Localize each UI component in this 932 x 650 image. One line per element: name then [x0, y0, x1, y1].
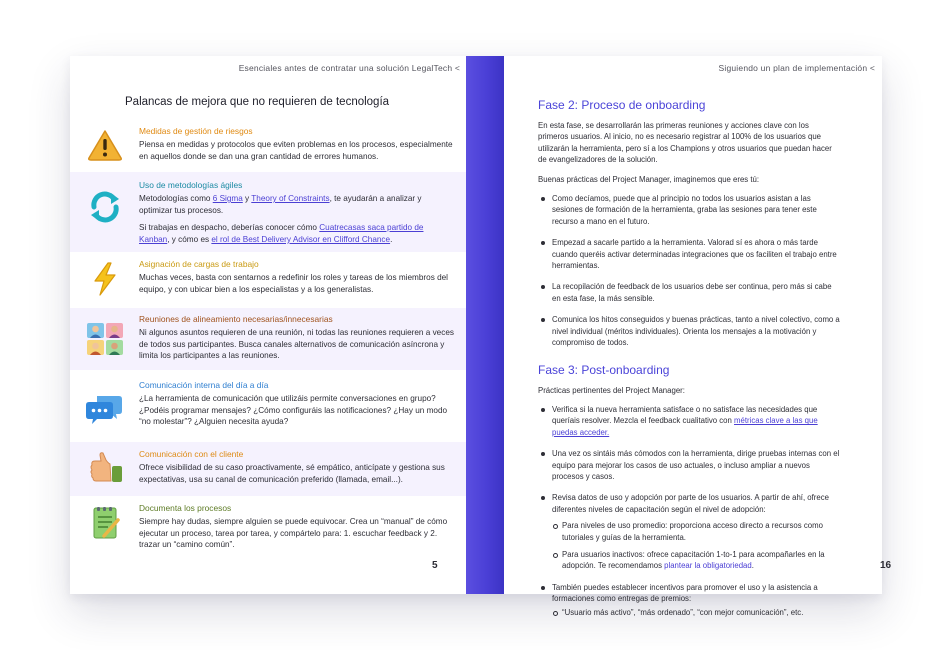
- lever-item-internal-comms: [70, 370, 466, 442]
- phase2-lead: Buenas prácticas del Project Manager, imaginemos que eres tú:: [538, 174, 760, 184]
- lever-heading: Uso de metodologías ágiles: [139, 180, 243, 190]
- right-page-number: 16: [880, 560, 892, 571]
- lever-text: [139, 193, 454, 216]
- lever-text: Ofrece visibilidad de su caso proactivamente, sé empático, anticípate y gestiona sus expectativas, usa su canal de comunicación preferido (llamada, email...).: [139, 463, 445, 484]
- text-fragment: Verifica si la nueva herramienta satisface o no satisface las necesidades que queríais resolver. Mezcla el feedback cualitativo con: [552, 404, 818, 426]
- phase3-list: [538, 404, 840, 618]
- lever-text: Muchas veces, basta con sentarnos a redefinir los roles y tareas de los miembros del equipo, y con ubicar bien a los especialistas y a los generalistas.: [139, 273, 448, 294]
- list-item: Como decíamos, puede que al principio no todos los usuarios asistan a las sesiones de formación de la herramienta, graba las sesiones para tener este recurso a mano en el futuro.: [538, 193, 840, 227]
- lever-text: Siempre hay dudas, siempre alguien se puede equivocar. Crea un “manual” de cómo ejecutar un proceso, tarea por tarea, y compártelo para: 1. escuchar feedback y 2. trazar un “camino común”.: [139, 517, 448, 550]
- thumbs-up-icon: [86, 451, 124, 485]
- video-call-icon: [86, 322, 124, 356]
- lightning-icon: [86, 262, 124, 296]
- lever-heading: Medidas de gestión de riesgos: [139, 126, 253, 136]
- right-running-head: Siguiendo un plan de implementación <: [718, 63, 875, 73]
- right-page-body: [538, 98, 840, 626]
- warning-icon: [86, 128, 124, 162]
- notepad-icon: [86, 506, 124, 540]
- book-spine: [466, 56, 504, 594]
- left-page: [70, 56, 466, 594]
- link-6-sigma[interactable]: 6 Sigma: [212, 194, 243, 203]
- lever-item-risk: [70, 120, 466, 172]
- sub-list-item: “Usuario más activo”, “más ordenado”, “con mejor comunicación”, etc.: [552, 607, 840, 618]
- sub-list: [552, 607, 840, 618]
- phase2-heading: Fase 2: Proceso de onboarding: [538, 98, 706, 112]
- lever-heading: Documenta los procesos: [139, 503, 232, 513]
- link-key-metrics[interactable]: métricas clave a las que puedas acceder.: [552, 416, 818, 437]
- sub-list-item: [552, 549, 840, 572]
- lever-item-client-comms: [70, 442, 466, 496]
- list-item: [538, 404, 840, 438]
- text-fragment: y: [242, 194, 252, 203]
- lever-heading: Asignación de cargas de trabajo: [139, 259, 259, 269]
- lever-heading: Comunicación interna del día a día: [139, 380, 269, 390]
- lever-item-document: [70, 496, 466, 566]
- list-item: Una vez os sintáis más cómodos con la herramienta, dirige pruebas internas con el equipo para mejorar los casos de uso actuales, o incluso ampliar a nuevos procesos y casos.: [538, 448, 840, 482]
- list-item: [538, 492, 840, 571]
- sub-list-item: Para niveles de uso promedio: proporciona acceso directo a recursos como tutoriales y guías de la herramienta.: [552, 520, 840, 543]
- text-fragment: También puedes establecer incentivos para promover el uso y la asistencia a formaciones como entregas de premios:: [552, 582, 818, 604]
- link-best-delivery-advisor[interactable]: el rol de Best Delivery Advisor en Clifford Chance: [211, 234, 391, 244]
- sub-list: [552, 520, 840, 572]
- text-fragment: Para usuarios inactivos: ofrece capacitación 1-to-1 para acompañarles en la adopción. Te recomendamos: [562, 549, 825, 571]
- list-item: Empezad a sacarle partido a la herramienta. Valorad sí es ahora o más tarde cuando queréis activar determinadas integraciones que os faciliten el trabajo entre herramientas.: [538, 237, 840, 271]
- cycle-arrows-icon: [86, 190, 124, 224]
- lever-heading: Comunicación con el cliente: [139, 449, 244, 459]
- link-cuatrecasas-kanban[interactable]: Cuatrecasas saca partido de Kanban: [139, 223, 424, 244]
- list-item: [538, 582, 840, 618]
- left-page-title: Palancas de mejora que no requieren de tecnología: [125, 96, 390, 108]
- phase2-list: [538, 193, 840, 348]
- text-fragment: Revisa datos de uso y adopción por parte de los usuarios. A partir de ahí, ofrece diferentes niveles de capacitación según el nivel de adopción:: [552, 493, 829, 514]
- list-item: La recopilación de feedback de los usuarios debe ser continua, pero más si cabe en esta fase, la más sensible.: [538, 281, 840, 304]
- lever-item-agile: [70, 172, 466, 252]
- lever-text: ¿La herramienta de comunicación que utilizáis permite conversaciones en grupo? ¿Podéis programar mensajes? ¿Cómo configuráis las notificaciones? ¿Hay un modo “no molestar”? ¿Alguien necesita ayuda?: [139, 394, 448, 427]
- text-fragment: , y cómo es: [167, 234, 212, 244]
- phase3-heading: Fase 3: Post-onboarding: [538, 362, 670, 377]
- text-fragment: , te ayudarán a analizar y optimizar tus procesos.: [139, 194, 422, 215]
- text-fragment: .: [751, 561, 754, 571]
- lever-text: Ni algunos asuntos requieren de una reunión, ni todas las reuniones requieren a veces de todos sus participantes. Busca canales alternativos de comunicación asíncrona y limita los participantes a las reuniones.: [139, 328, 454, 361]
- link-mandatory[interactable]: plantear la obligatoriedad: [664, 561, 752, 571]
- lever-item-meetings: [70, 308, 466, 370]
- left-running-head: Esenciales antes de contratar una solución LegalTech <: [238, 63, 460, 73]
- list-item: Comunica los hitos conseguidos y buenas prácticas, tanto a nivel colectivo, como a nivel individual (méritos individuales). Orienta los mensajes a la motivación y compromiso de todos.: [538, 314, 840, 348]
- lever-text: Piensa en medidas y protocolos que eviten problemas en los procesos, especialmente en aquellos donde se dan una gran cantidad de errores humanos.: [139, 140, 453, 161]
- right-page: [504, 56, 892, 617]
- lever-item-workload: [70, 252, 466, 308]
- chat-bubbles-icon: [86, 392, 124, 426]
- text-fragment: .: [390, 234, 393, 244]
- text-fragment: Metodologías como: [139, 194, 213, 203]
- book-spread: [70, 56, 892, 617]
- phase3-lead: Prácticas pertinentes del Project Manager:: [538, 385, 685, 395]
- lever-text: [139, 222, 454, 245]
- link-theory-of-constraints[interactable]: Theory of Constraints: [251, 194, 330, 203]
- lever-heading: Reuniones de alineamiento necesarias/innecesarias: [139, 314, 333, 324]
- phase2-intro: En esta fase, se desarrollarán las primeras reuniones y acciones clave con los primeros usuarios. Al inicio, no es necesario registrar al 100% de los usuarios que utilizarán la herramienta, pero sí a los Champions y otros usuarios que puedan hacer de evangelizadores de la solución.: [538, 121, 832, 165]
- text-fragment: Si trabajas en despacho, deberías conocer cómo: [139, 223, 320, 233]
- left-page-number: 5: [432, 560, 438, 571]
